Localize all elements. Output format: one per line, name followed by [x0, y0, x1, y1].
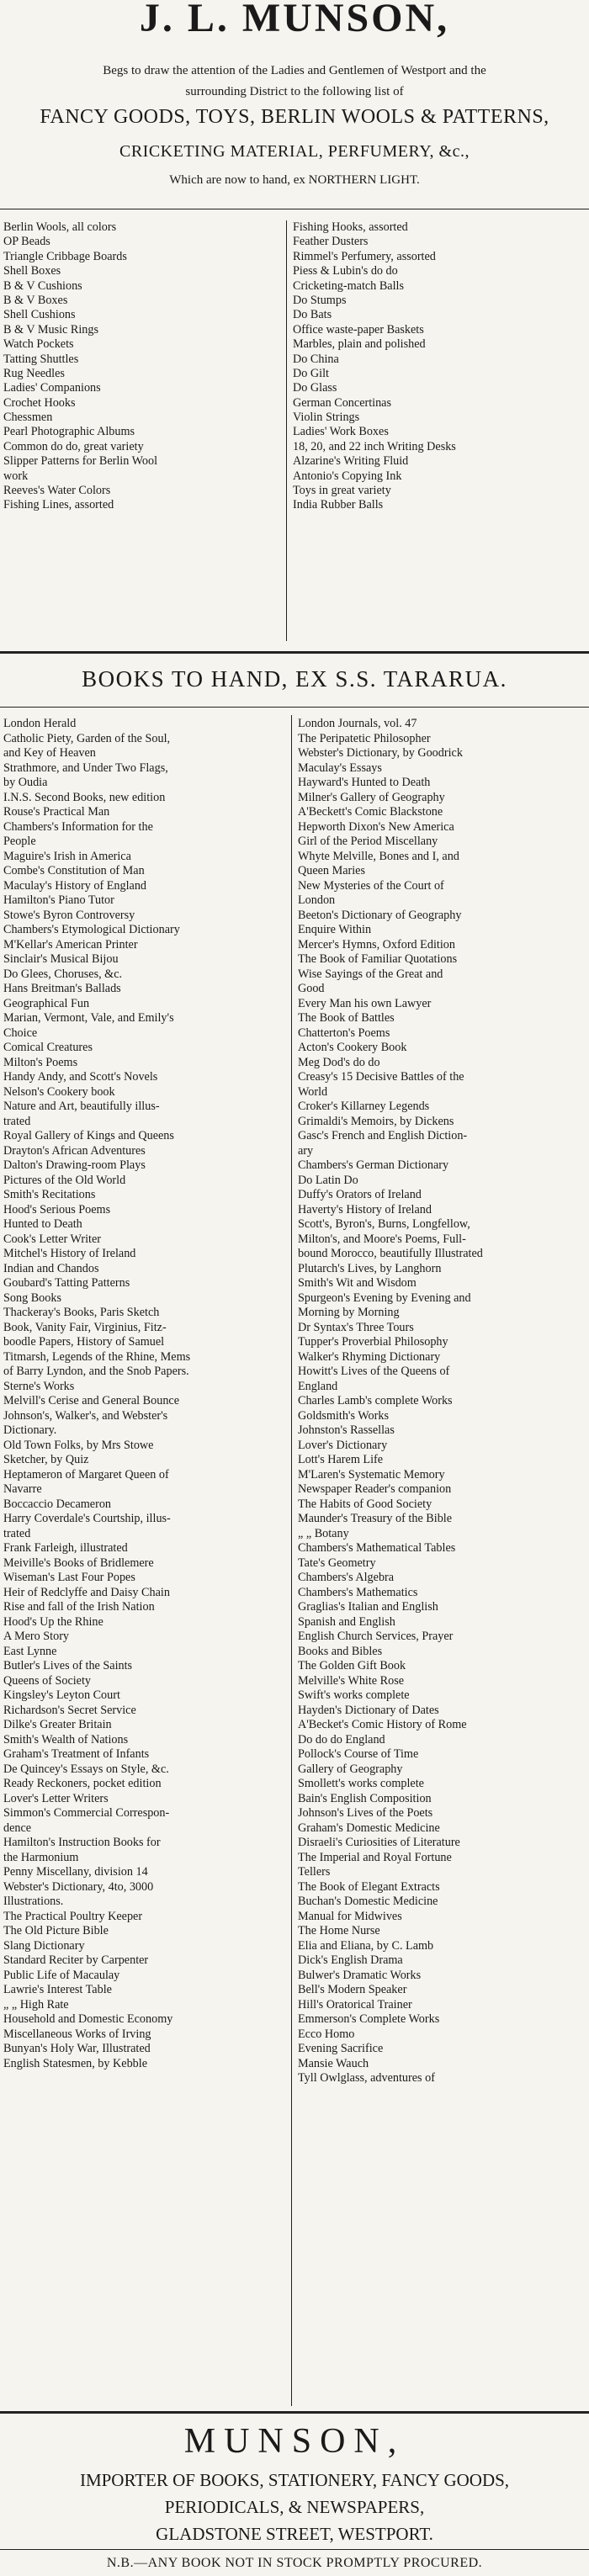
list-item: Shell Boxes [3, 264, 61, 278]
list-item: Chatterton's Poems [298, 1026, 390, 1040]
list-item: Walker's Rhyming Dictionary [298, 1349, 441, 1364]
list-item: Mansie Wauch [298, 2056, 369, 2070]
fancy-goods-right-column [293, 220, 587, 513]
fancy-goods-left-column [3, 220, 281, 513]
list-item: Meiville's Books of Bridlemere [3, 1556, 154, 1570]
list-item: boodle Papers, History of Samuel [3, 1335, 165, 1349]
list-item: De Quincey's Essays on Style, &c. [3, 1762, 169, 1776]
list-item: Lott's Harem Life [298, 1453, 384, 1466]
list-item: Hayden's Dictionary of Dates [298, 1703, 439, 1717]
list-item: Croker's Killarney Legends [298, 1100, 430, 1113]
list-item: Johnson's Lives of the Poets [298, 1806, 433, 1820]
section-divider [0, 651, 589, 654]
list-item: Marbles, plain and polished [293, 337, 426, 352]
list-item: Maculay's History of England [3, 878, 147, 893]
list-item: Spanish and English [298, 1614, 395, 1629]
list-item: A Mero Story [3, 1630, 70, 1643]
list-item: Tupper's Proverbial Philosophy [298, 1335, 448, 1349]
list-item: The Practical Poultry Keeper [3, 1909, 143, 1923]
list-item: Pictures of the Old World [3, 1173, 126, 1187]
list-item: Bunyan's Holy War, Illustrated [3, 2042, 151, 2055]
footer-name: MUNSON, [183, 2422, 406, 2461]
list-item: Good [298, 982, 325, 995]
cricketing-heading: CRICKETING MATERIAL, PERFUMERY, &c., [119, 142, 470, 161]
books-title-divider [0, 707, 589, 708]
list-item: Meg Dod's do do [298, 1055, 380, 1069]
list-item: „ „ Botany [298, 1526, 349, 1540]
list-item: English Church Services, Prayer [298, 1630, 454, 1643]
list-item: Sketcher, by Quiz [3, 1453, 89, 1466]
list-item: The Imperial and Royal Fortune [298, 1850, 452, 1864]
list-item: Public Life of Macaulay [3, 1968, 120, 1982]
list-item: Watch Pockets [3, 337, 74, 352]
list-item: Books and Bibles [298, 1644, 383, 1658]
list-item: 18, 20, and 22 inch Writing Desks [293, 439, 456, 453]
list-item: Melvill's Cerise and General Bounce [3, 1394, 180, 1407]
list-item: Miscellaneous Works of Irving [3, 2027, 151, 2041]
list-item: Rouse's Practical Man [3, 805, 110, 819]
list-item: Choice [3, 1026, 38, 1040]
list-item: Navarre [3, 1482, 42, 1496]
list-item: Titmarsh, Legends of the Rhine, Mems [3, 1349, 191, 1364]
list-item: Rimmel's Perfumery, assorted [293, 249, 436, 263]
list-item: Buchan's Domestic Medicine [298, 1895, 438, 1908]
list-item: Swift's works complete [298, 1688, 410, 1702]
list-item: Kingsley's Leyton Court [3, 1688, 120, 1702]
list-item: Disraeli's Curiosities of Literature [298, 1836, 460, 1849]
list-item: Maguire's Irish in America [3, 849, 131, 863]
list-item: Lawrie's Interest Table [3, 1983, 112, 1996]
list-item: Dr Syntax's Three Tours [298, 1320, 414, 1334]
footer-nb: N.B.—ANY BOOK NOT IN STOCK PROMPTLY PROCURED. [106, 2556, 483, 2570]
list-item: Triangle Cribbage Boards [3, 249, 127, 263]
list-item: Johnston's Rassellas [298, 1423, 395, 1437]
list-item: Hayward's Hunted to Death [298, 776, 431, 789]
list-item: Common do do, great variety [3, 439, 144, 453]
list-item: Catholic Piety, Garden of the Soul, [3, 731, 171, 745]
list-item: Mitchel's History of Ireland [3, 1247, 136, 1260]
list-item: Rise and fall of the Irish Nation [3, 1600, 155, 1614]
list-item: Ecco Homo [298, 2027, 355, 2041]
list-item: Beeton's Dictionary of Geography [298, 908, 462, 922]
list-item: The Book of Elegant Extracts [298, 1879, 440, 1894]
list-item: of Barry Lyndon, and the Snob Papers. [3, 1365, 189, 1378]
list-item: Gasc's French and English Diction- [298, 1129, 468, 1142]
list-item: Webster's Dictionary, 4to, 3000 [3, 1879, 154, 1894]
list-item: Queen Maries [298, 864, 365, 877]
list-item: Tate's Geometry [298, 1556, 376, 1570]
list-item: Smollett's works complete [298, 1777, 424, 1790]
list-item: Indian and Chandos [3, 1261, 99, 1275]
list-item: Household and Domestic Economy [3, 2012, 173, 2026]
list-item: Crochet Hooks [3, 395, 76, 410]
list-item: Hans Breitman's Ballads [3, 982, 121, 995]
list-item: London [298, 893, 336, 907]
list-item: Do China [293, 352, 339, 366]
list-item: The Old Picture Bible [3, 1924, 109, 1937]
list-item: Feather Dusters [293, 235, 369, 249]
list-item: Do Bats [293, 308, 332, 322]
list-item: Do Glass [293, 381, 337, 395]
list-item: dence [3, 1821, 32, 1835]
footer-street: GLADSTONE STREET, WESTPORT. [156, 2524, 433, 2544]
list-item: The Peripatetic Philosopher [298, 731, 431, 745]
list-item: Ladies' Companions [3, 381, 101, 395]
list-item: Smith's Recitations [3, 1188, 96, 1201]
list-item: Elia and Eliana, by C. Lamb [298, 1938, 434, 1953]
list-item: B & V Boxes [3, 293, 68, 307]
books-section-title: BOOKS TO HAND, EX S.S. TARARUA. [82, 666, 507, 692]
list-item: Evening Sacrifice [298, 2042, 384, 2055]
list-item: Plutarch's Lives, by Langhorn [298, 1261, 442, 1275]
list-item: OP Beads [3, 235, 50, 249]
list-item: Do Stumps [293, 293, 347, 307]
list-item: Harry Coverdale's Courtship, illus- [3, 1512, 171, 1525]
list-item: Nature and Art, beautifully illus- [3, 1100, 160, 1113]
list-item: Chessmen [3, 411, 53, 425]
list-item: Milton's, and Moore's Poems, Full- [298, 1232, 466, 1246]
list-item: Gallery of Geography [298, 1762, 403, 1776]
list-item: London Herald [3, 717, 77, 730]
list-item: Charles Lamb's complete Works [298, 1394, 453, 1407]
list-item: Tatting Shuttles [3, 352, 79, 366]
list-item: Dilke's Greater Britain [3, 1718, 112, 1731]
footer-importer: IMPORTER OF BOOKS, STATIONERY, FANCY GOODS, [79, 2470, 510, 2490]
list-item: Smith's Wit and Wisdom [298, 1276, 417, 1290]
list-item: Nelson's Cookery book [3, 1084, 115, 1099]
list-item: Piess & Lubin's do do [293, 264, 398, 278]
list-item: Do Gilt [293, 366, 329, 380]
list-item: Frank Farleigh, illustrated [3, 1541, 128, 1555]
list-item: Tyll Owlglass, adventures of [298, 2071, 435, 2085]
list-item: Penny Miscellany, division 14 [3, 1865, 148, 1879]
list-item: German Concertinas [293, 395, 392, 410]
list-item: Old Town Folks, by Mrs Stowe [3, 1438, 154, 1452]
list-item: Do do do England [298, 1732, 385, 1746]
list-item: Heptameron of Margaret Queen of [3, 1467, 169, 1481]
list-item: Graham's Domestic Medicine [298, 1821, 440, 1835]
list-item: The Golden Gift Book [298, 1659, 406, 1672]
list-item: Boccaccio Decameron [3, 1497, 112, 1511]
list-item: Do Glees, Choruses, &c. [3, 967, 123, 981]
list-item: Combe's Constitution of Man [3, 864, 145, 877]
list-item: Hill's Oratorical Trainer [298, 1997, 412, 2012]
list-item: Heir of Redclyffe and Daisy Chain [3, 1585, 170, 1599]
list-item: Graham's Treatment of Infants [3, 1747, 150, 1761]
list-item: Simmon's Commercial Correspon- [3, 1806, 170, 1820]
list-item: London Journals, vol. 47 [298, 717, 417, 730]
list-item: India Rubber Balls [293, 498, 384, 512]
list-item: Bell's Modern Speaker [298, 1983, 407, 1996]
list-item: New Mysteries of the Court of [298, 878, 444, 893]
list-item: Goubard's Tatting Patterns [3, 1276, 130, 1290]
list-item: Rug Needles [3, 366, 65, 380]
advertiser-name: J. L. MUNSON, [139, 0, 450, 40]
list-item: Richardson's Secret Service [3, 1703, 136, 1717]
list-item: B & V Cushions [3, 278, 82, 293]
list-item: Illustrations. [3, 1895, 64, 1908]
list-item: Chambers's Mathematical Tables [298, 1541, 456, 1555]
list-item: Violin Strings [293, 411, 360, 425]
list-item: Hood's Serious Poems [3, 1202, 111, 1216]
list-item: Webster's Dictionary, by Goodrick [298, 746, 463, 760]
list-item: Stowe's Byron Controversy [3, 908, 135, 922]
list-item: Wiseman's Last Four Popes [3, 1571, 135, 1584]
list-item: Shell Cushions [3, 308, 76, 322]
list-item: Ladies' Work Boxes [293, 425, 389, 439]
column-divider-books [291, 715, 292, 2406]
list-item: Toys in great variety [293, 484, 391, 498]
list-item: M'Laren's Systematic Memory [298, 1467, 445, 1481]
list-item: work [3, 469, 29, 483]
footer-nb-divider [0, 2549, 589, 2550]
list-item: Pollock's Course of Time [298, 1747, 419, 1761]
list-item: A'Becket's Comic History of Rome [298, 1718, 467, 1731]
list-item: Geographical Fun [3, 996, 90, 1010]
list-item: Bulwer's Dramatic Works [298, 1968, 422, 1982]
list-item: Hepworth Dixon's New America [298, 819, 454, 834]
list-item: The Habits of Good Society [298, 1497, 432, 1511]
list-item: Book, Vanity Fair, Virginius, Fitz- [3, 1320, 167, 1334]
list-item: trated [3, 1114, 31, 1128]
list-item: Antonio's Copying Ink [293, 469, 402, 483]
list-item: Bain's English Composition [298, 1791, 432, 1805]
list-item: The Book of Familiar Quotations [298, 952, 458, 966]
list-item: World [298, 1084, 328, 1099]
fancy-goods-heading: FANCY GOODS, TOYS, BERLIN WOOLS & PATTERNS, [40, 106, 549, 128]
column-divider-goods [286, 220, 287, 641]
list-item: Chambers's Etymological Dictionary [3, 923, 180, 936]
list-item: Dalton's Drawing-room Plays [3, 1158, 146, 1172]
list-item: Sterne's Works [3, 1379, 75, 1393]
list-item: Johnson's, Walker's, and Webster's [3, 1408, 168, 1423]
list-item: Spurgeon's Evening by Evening and [298, 1291, 471, 1305]
list-item: Hunted to Death [3, 1217, 82, 1231]
list-item: Fishing Lines, assorted [3, 498, 114, 512]
intro-line-2: surrounding District to the following list of [185, 85, 404, 98]
list-item: ary [298, 1143, 314, 1158]
list-item: Chambers's Algebra [298, 1571, 395, 1584]
list-item: Song Books [3, 1291, 61, 1305]
list-item: Sinclair's Musical Bijou [3, 952, 119, 966]
list-item: Howitt's Lives of the Queens of [298, 1365, 450, 1378]
list-item: Ready Reckoners, pocket edition [3, 1777, 162, 1790]
list-item: M'Kellar's American Printer [3, 937, 138, 951]
list-item: Cricketing-match Balls [293, 278, 404, 293]
list-item: Hood's Up the Rhine [3, 1614, 103, 1629]
list-item: Royal Gallery of Kings and Queens [3, 1129, 174, 1142]
list-item: the Harmonium [3, 1850, 79, 1864]
list-item: Tellers [298, 1865, 331, 1879]
footer-periodicals: PERIODICALS, & NEWSPAPERS, [164, 2497, 425, 2517]
list-item: Standard Reciter by Carpenter [3, 1953, 149, 1967]
list-item: Wise Sayings of the Great and [298, 967, 443, 981]
list-item: Whyte Melville, Bones and I, and [298, 849, 459, 863]
list-item: Melville's White Rose [298, 1673, 405, 1688]
list-item: Fishing Hooks, assorted [293, 220, 408, 234]
books-left-column [3, 717, 288, 2071]
list-item: Newspaper Reader's companion [298, 1482, 452, 1496]
list-item: Maculay's Essays [298, 761, 382, 775]
list-item: Office waste-paper Baskets [293, 322, 424, 337]
list-item: Maunder's Treasury of the Bible [298, 1512, 453, 1525]
list-item: Lover's Dictionary [298, 1438, 388, 1452]
list-item: Do Latin Do [298, 1173, 358, 1187]
list-item: Every Man his own Lawyer [298, 996, 432, 1010]
list-item: The Home Nurse [298, 1924, 380, 1937]
list-item: Emmerson's Complete Works [298, 2012, 440, 2026]
footer-divider [0, 2411, 589, 2414]
list-item: Scott's, Byron's, Burns, Longfellow, [298, 1217, 470, 1231]
list-item: Creasy's 15 Decisive Battles of the [298, 1070, 464, 1084]
list-item: Slang Dictionary [3, 1938, 85, 1953]
list-item: I.N.S. Second Books, new edition [3, 790, 166, 804]
books-right-column [298, 717, 587, 2086]
list-item: Berlin Wools, all colors [3, 220, 117, 234]
list-item: People [3, 835, 36, 848]
list-item: Smith's Wealth of Nations [3, 1732, 129, 1746]
list-item: trated [3, 1526, 31, 1540]
list-item: by Oudia [3, 776, 48, 789]
list-item: Reeves's Water Colors [3, 484, 111, 498]
list-item: Manual for Midwives [298, 1909, 402, 1923]
list-item: Alzarine's Writing Fluid [293, 454, 409, 469]
list-item: Comical Creatures [3, 1041, 93, 1054]
list-item: Lover's Letter Writers [3, 1791, 109, 1805]
list-item: Dick's English Drama [298, 1953, 403, 1967]
list-item: Mercer's Hymns, Oxford Edition [298, 937, 455, 951]
list-item: Pearl Photographic Albums [3, 425, 135, 439]
list-item: „ „ High Rate [3, 1997, 69, 2012]
list-item: Marian, Vermont, Vale, and Emily's [3, 1011, 174, 1025]
list-item: Duffy's Orators of Ireland [298, 1188, 422, 1201]
list-item: England [298, 1379, 338, 1393]
list-item: Chambers's German Dictionary [298, 1158, 449, 1172]
list-item: Morning by Morning [298, 1306, 400, 1319]
list-item: Acton's Cookery Book [298, 1041, 407, 1054]
list-item: Chambers's Information for the [3, 819, 153, 834]
list-item: Enquire Within [298, 923, 372, 936]
list-item: Chambers's Mathematics [298, 1585, 418, 1599]
list-item: Queens of Society [3, 1673, 92, 1688]
list-item: Slipper Patterns for Berlin Wool [3, 454, 158, 469]
list-item: English Statesmen, by Kebble [3, 2056, 148, 2070]
list-item: Hamilton's Instruction Books for [3, 1836, 161, 1849]
list-item: Handy Andy, and Scott's Novels [3, 1070, 158, 1084]
list-item: Thackeray's Books, Paris Sketch [3, 1306, 160, 1319]
list-item: A'Beckett's Comic Blackstone [298, 805, 443, 819]
list-item: East Lynne [3, 1644, 57, 1658]
list-item: Butler's Lives of the Saints [3, 1659, 133, 1672]
list-item: Girl of the Period Miscellany [298, 835, 438, 848]
list-item: The Book of Battles [298, 1011, 395, 1025]
list-item: Dictionary. [3, 1423, 57, 1437]
list-item: Haverty's History of Ireland [298, 1202, 432, 1216]
list-item: Hamilton's Piano Tutor [3, 893, 114, 907]
intro-line-1: Begs to draw the attention of the Ladies and Gentlemen of Westport and the [103, 64, 486, 77]
now-to-hand-line: Which are now to hand, ex NORTHERN LIGHT. [169, 173, 420, 187]
list-item: Cook's Letter Writer [3, 1232, 101, 1246]
list-item: Grimaldi's Memoirs, by Dickens [298, 1114, 454, 1128]
list-item: Goldsmith's Works [298, 1408, 389, 1423]
list-item: and Key of Heaven [3, 746, 96, 760]
list-item: Milner's Gallery of Geography [298, 790, 445, 804]
list-item: bound Morocco, beautifully Illustrated [298, 1247, 483, 1260]
list-item: Strathmore, and Under Two Flags, [3, 761, 168, 775]
list-item: Milton's Poems [3, 1055, 78, 1069]
list-item: Drayton's African Adventures [3, 1143, 146, 1158]
list-item: B & V Music Rings [3, 322, 99, 337]
list-item: Graglias's Italian and English [298, 1600, 438, 1614]
